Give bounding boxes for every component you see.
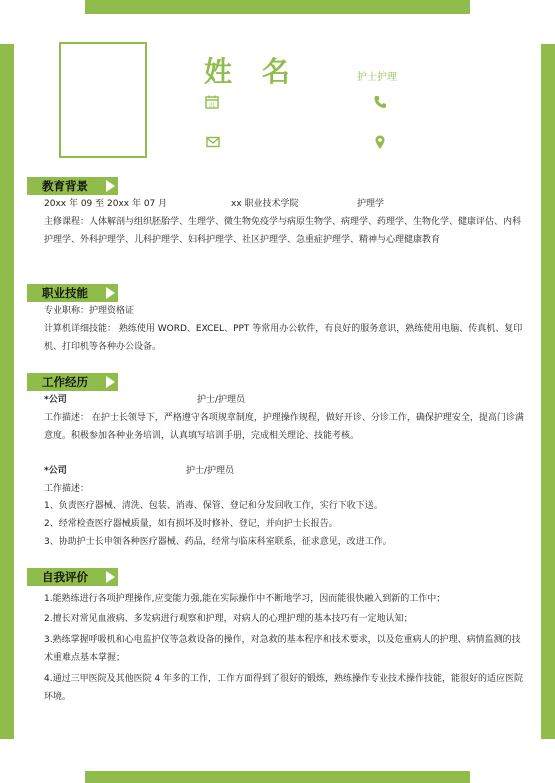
job1-description: 工作描述： 在护士长领导下，严格遵守各项规章制度，护理操作规程，做好开诊、分诊工作，确保护理安全，提高门诊满意度。积极参加各种业务培训，认真填写培训手册，完成相关理论、技能考核。 [44, 413, 524, 441]
frame-top-bar [85, 0, 470, 14]
section-title: 工作经历 [42, 375, 88, 389]
svg-text:31: 31 [208, 102, 216, 109]
section-title: 自我评价 [42, 570, 88, 584]
calendar-icon [204, 94, 220, 110]
frame-right-bar [541, 44, 555, 739]
arrow-icon [106, 180, 115, 192]
skills-certification: 专业职称：护理资格证 [44, 306, 135, 316]
frame-bottom-bar [85, 771, 470, 783]
job1-company: *公司 [44, 395, 67, 405]
self-eval-item: 1.能熟练进行各项护理操作,应变能力强,能在实际操作中不断地学习，因而能很快融入到新的工作中； [44, 594, 446, 604]
arrow-icon [106, 376, 115, 388]
job2-description-label: 工作描述： [44, 484, 90, 494]
self-eval-item: 2.擅长对常见血液病、多发病进行观察和护理，对病人的心理护理的基本技巧有一定地认知； [44, 614, 413, 624]
job1-position: 护士/护理员 [197, 395, 246, 405]
education-school: xx 职业技术学院 [231, 199, 299, 209]
section-skills-header [27, 284, 118, 302]
self-eval-item: 4.通过三甲医院及其他医院 4 年多的工作，工作方面得到了很好的锻炼，熟练操作专业技术操作技能，能很好的适应医院环境。 [44, 674, 524, 702]
education-courses: 主修课程：人体解剖与组织胚胎学、生理学、微生物免疫学与病原生物学、病理学、药理学、生物化学、健康评估、内科护理学、外科护理学、儿科护理学、妇科护理学、社区护理学、急重症护理学、精神与心理健康教育 [44, 217, 522, 245]
education-major: 护理学 [357, 199, 385, 209]
skills-computer: 计算机详细技能： 熟练使用 WORD、EXCEL、PPT 等常用办公软件，有良好的服务意识，熟练使用电脑、传真机、复印机、打印机等各种办公设备。 [44, 324, 523, 352]
job2-company: *公司 [44, 466, 67, 476]
frame-left-bar [0, 44, 14, 739]
job2-item: 1、负责医疗器械、清洗、包装、消毒、保管、登记和分发回收工作，实行下收下送。 [44, 501, 383, 511]
location-icon [372, 134, 388, 150]
arrow-icon [106, 287, 115, 299]
job2-item: 2、经常检查医疗器械质量，如有损坏及时修补、登记，并向护士长报告。 [44, 519, 338, 529]
section-education-header [27, 177, 118, 195]
self-eval-item: 3.熟练掌握呼吸机和心电监护仪等急救设备的操作，对急救的基本程序和技术要求，以及危重病人的护理、病情监测的技术重难点基本掌握； [44, 635, 521, 663]
arrow-icon [106, 571, 115, 583]
section-experience-header [27, 373, 118, 391]
job2-position: 护士/护理员 [186, 466, 235, 476]
education-date-range: 20xx 年 09 至 20xx 年 07 月 [44, 199, 168, 209]
email-icon [205, 134, 221, 150]
section-title: 职业技能 [42, 286, 88, 300]
photo-placeholder[interactable] [59, 42, 147, 158]
section-title: 教育背景 [42, 179, 88, 193]
candidate-name: 姓 名 [204, 55, 300, 88]
phone-icon [372, 94, 388, 110]
job2-item: 3、协助护士长申领各种医疗器械、药品，经常与临床科室联系，征求意见，改进工作。 [44, 537, 392, 547]
job-title: 护士护理 [357, 72, 397, 83]
section-self-eval-header [27, 568, 118, 586]
